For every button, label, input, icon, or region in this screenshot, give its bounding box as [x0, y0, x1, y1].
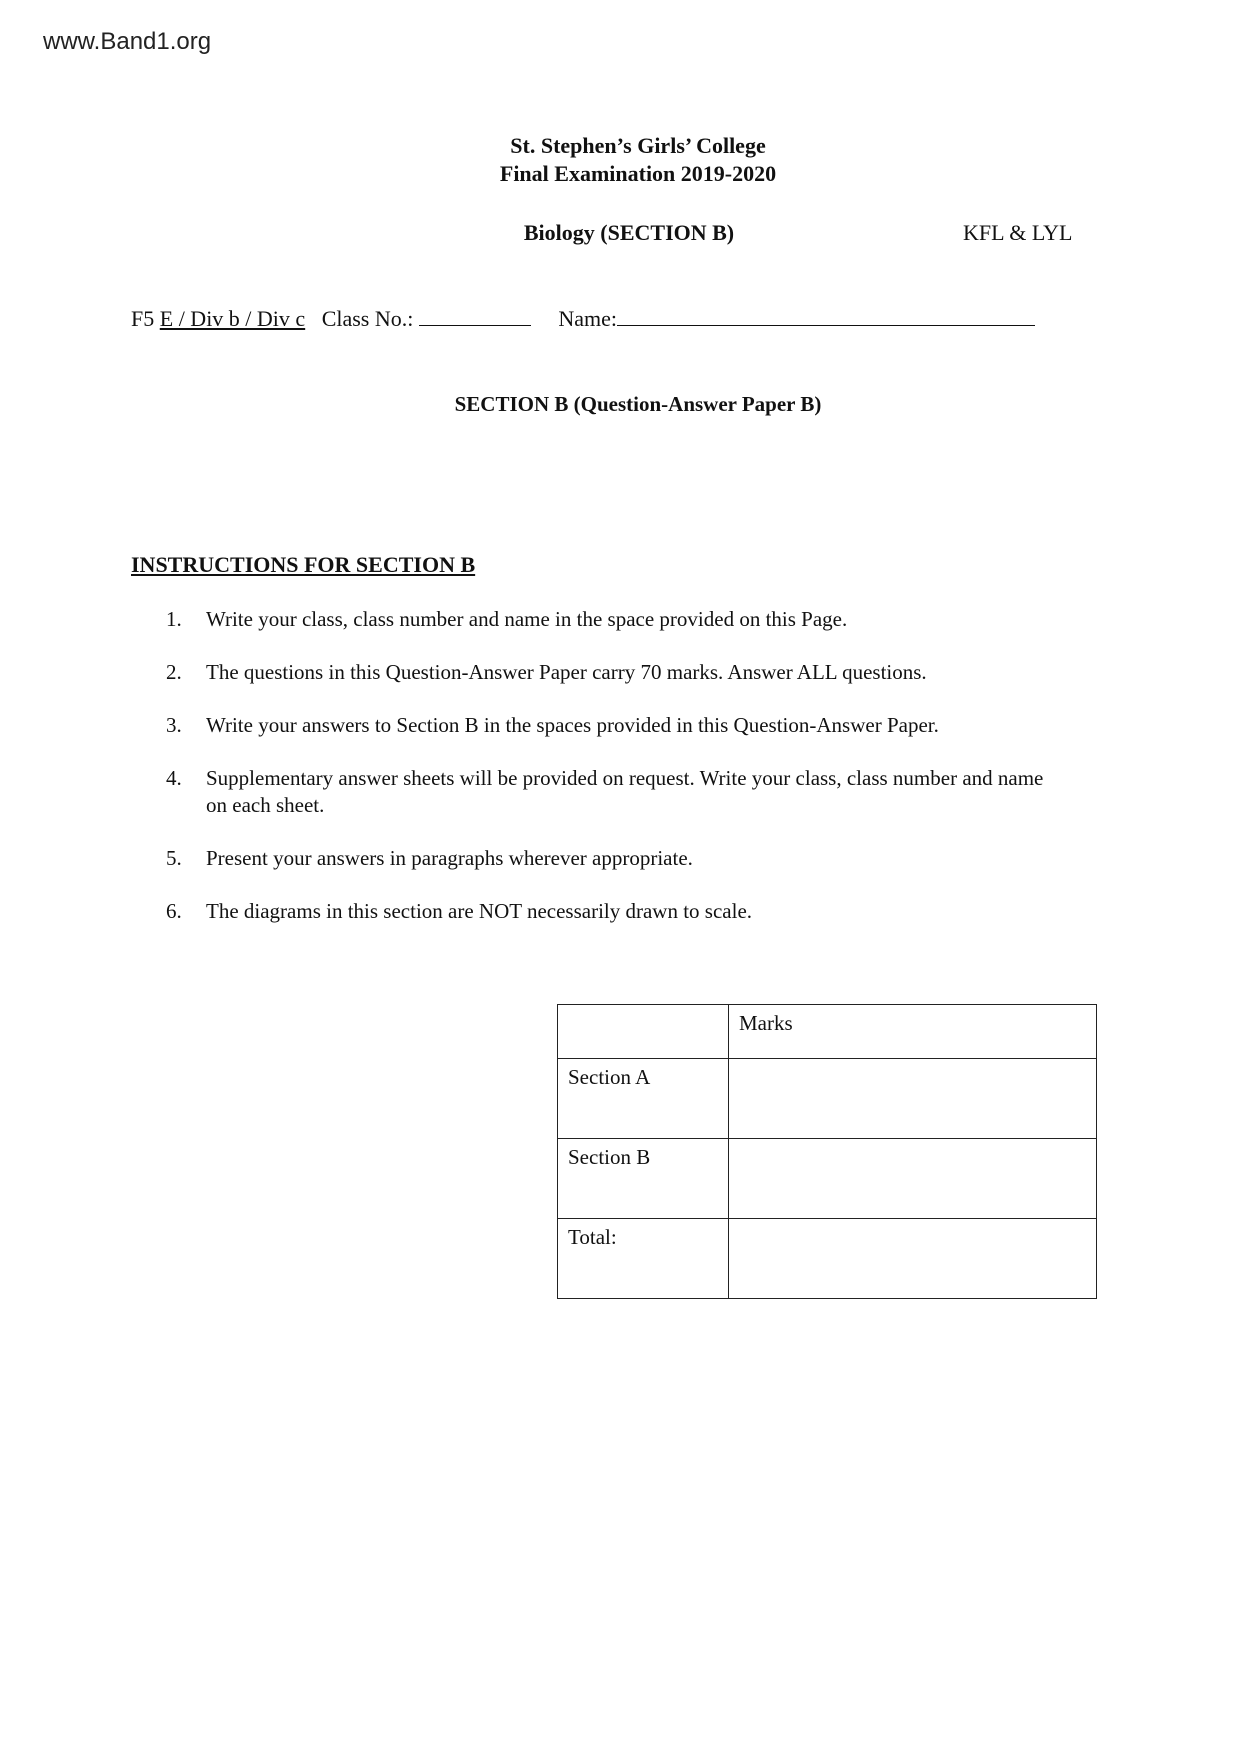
student-info-line [131, 306, 1035, 332]
item-number: 3. [166, 713, 182, 737]
section-title: SECTION B (Question-Answer Paper B) [454, 392, 822, 416]
row-label: Total: [558, 1219, 729, 1299]
table-row [558, 1139, 1097, 1219]
item-number: 1. [166, 607, 182, 631]
table-row [558, 1059, 1097, 1139]
instructions-heading: INSTRUCTIONS FOR SECTION B [131, 552, 476, 577]
class-no-field[interactable] [419, 307, 531, 326]
instruction-item: Write your answers to Section B in the spaces provided in this Question-Answer Paper. [206, 713, 939, 737]
item-number: 6. [166, 899, 182, 923]
instruction-item: Present your answers in paragraphs wherever appropriate. [206, 846, 693, 870]
class-options: E / Div b / Div c [159, 306, 306, 331]
row-label: Section B [558, 1139, 729, 1219]
name-label: Name: [558, 306, 618, 331]
marks-table [557, 1004, 1097, 1299]
table-row [558, 1219, 1097, 1299]
name-field[interactable] [617, 307, 1035, 326]
class-no-label: Class No.: [321, 306, 414, 331]
item-number: 4. [166, 766, 182, 790]
item-number: 2. [166, 660, 182, 684]
instruction-item-cont: on each sheet. [206, 793, 325, 817]
teacher-initials: KFL & LYL [963, 220, 1073, 245]
row-label: Section A [558, 1059, 729, 1139]
item-number: 5. [166, 846, 182, 870]
exam-title: Final Examination 2019-2020 [499, 161, 777, 186]
instruction-item: Supplementary answer sheets will be provided on request. Write your class, class number and name [206, 766, 1044, 790]
instruction-item: Write your class, class number and name in the space provided on this Page. [206, 607, 848, 631]
empty-cell [558, 1005, 729, 1059]
marks-cell [729, 1059, 1097, 1139]
watermark: www.Band1.org [43, 28, 212, 55]
marks-header: Marks [729, 1005, 1097, 1059]
marks-cell [729, 1139, 1097, 1219]
marks-cell [729, 1219, 1097, 1299]
instruction-item: The diagrams in this section are NOT necessarily drawn to scale. [206, 899, 753, 923]
school-name: St. Stephen’s Girls’ College [510, 133, 766, 158]
subject-title: Biology (SECTION B) [523, 220, 735, 245]
instruction-item: The questions in this Question-Answer Paper carry 70 marks. Answer ALL questions. [206, 660, 927, 684]
form-label: F5 [131, 306, 155, 331]
table-header-row [558, 1005, 1097, 1059]
